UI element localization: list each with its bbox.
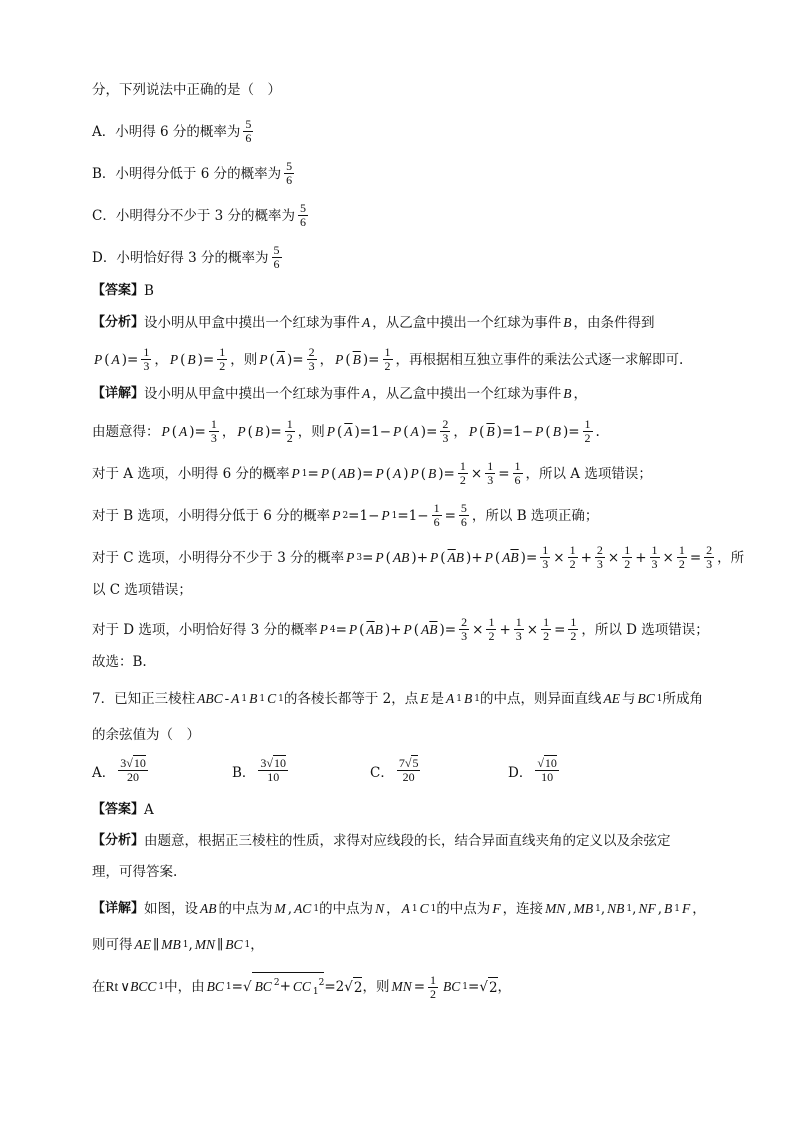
q7-option-b: B． $\frac{3√10}{10}$ [232,756,287,784]
q7-option-a: A． $\frac{3√10}{20}$ [92,756,146,784]
q7-analysis-line-1: 【分析】 由题意，根据正三棱柱的性质，求得对应线段的长，结合异面直线夹角的定义以及余弦定 [92,833,671,849]
q6-option-b-analysis: 对于 B 选项，小明得分低于 6 分的概率 P 2 =1− P 1 =1− $\frac{1}{6}$ = $\frac{5}{6}$ ，所以 B 选项正确； [92,501,599,529]
q7-stem-line-2: 的余弦值为（ ） [92,727,200,743]
q6-detail-line-1: 【详解】 设小明从甲盒中摸出一个红球为事件 A ，从乙盒中摸出一个红球为事件 B ， [92,386,588,402]
q6-option-d-analysis: 对于 D 选项，小明恰好得 3 分的概率 P 4 = P ( $\overline{A}B$ )+ P ( $A\overline{B}$ )= $\frac{2}{3}$ × $\frac{1}{2}$ + $\frac{1}{3}$ × $\frac{1}{2}$ = $\frac{1}{2}$ ，所以 D 选项错误； [92,615,709,643]
q7-answer: 【答案】 A [92,802,154,818]
q6-option-b: B．小明得分低于 6 分的概率为 $\frac{5}{6}$ [92,159,293,187]
q7-detail-line-2: 则可得 AE ∥ MB 1 , MN ∥ BC 1 ， [92,937,264,953]
q6-option-c-analysis: 对于 C 选项，小明得分不少于 3 分的概率 P 3 = P ( AB )+ P ( $\overline{A}B$ )+ P ( $A\overline{B}$ )= $\frac{1}{3}$ × $\frac{1}{2}$ + $\frac{2}{3}$ × $\frac{1}{2}$ + $\frac{1}{3}$ × $\frac{1}{2}$ = $\frac{2}{3}$ ，所 [92,543,745,571]
q7-stem-line-1: 7．已知正三棱柱 ABC - A 1 B 1 C 1 的各棱长都等于 2，点 E 是 A 1 B 1 的中点，则异面直线 AE 与 BC 1 所成角 [92,691,703,707]
q6-choose: 故选：B. [92,654,147,670]
q7-detail-line-3: 在 Rt ∨BCC 1 中，由 BC 1 =√ BC $^2$+ CC $_1^2$ =2√ 2 ，则 MN = $\frac{1}{2}$ BC 1 =√ 2 ， [92,972,512,1001]
q6-option-c: C．小明得分不少于 3 分的概率为 $\frac{5}{6}$ [92,201,307,229]
q6-analysis-line-1: 【分析】 设小明从甲盒中摸出一个红球为事件 A ，从乙盒中摸出一个红球为事件 B ，由条件得到 [92,315,655,331]
q7-analysis-line-2: 理，可得答案. [92,864,178,880]
q6-option-c-analysis-2: 以 C 选项错误； [92,582,192,598]
q7-detail-line-1: 【详解】 如图，设 AB 的中点为 M , AC 1 的中点为 N ， A 1 C 1 的中点为 F ，连接 MN , MB 1 , NB 1 , NF , B 1 F ， [92,901,706,917]
q6-detail-line-2: 由题意得： P ( A )= $\frac{1}{3}$ ， P ( B )= $\frac{1}{2}$ ，则 P ( $\overline{A}$ )=1− P ( A )= $\frac{2}{3}$ ， P ( $\overline{B}$ )=1− P ( B )= $\frac{1}{2}$ . [92,417,600,445]
q6-option-a: A．小明得 6 分的概率为 $\frac{5}{6}$ [92,117,252,145]
q6-analysis-line-2: P ( A )= $\frac{1}{3}$ ， P ( B )= $\frac{1}{2}$ ，则 P ( $\overline{A}$ )= $\frac{2}{3}$ ， P ( $\overline{B}$ )= $\frac{1}{2}$ ，再根据相互独立事件的乘法公式逐一求解即可. [94,345,684,373]
q7-option-c: C． $\frac{7√5}{20}$ [370,756,419,784]
q7-option-d: D． $\frac{√10}{10}$ [508,756,557,784]
q6-option-d: D．小明恰好得 3 分的概率为 $\frac{5}{6}$ [92,243,280,271]
q6-option-a-analysis: 对于 A 选项，小明得 6 分的概率 P 1 = P ( AB )= P ( A ) P ( B )= $\frac{1}{2}$ × $\frac{1}{3}$ = $\frac{1}{6}$ ，所以 A 选项错误； [92,459,652,487]
q6-stem-tail: 分，下列说法中正确的是（ ） [92,82,281,98]
q6-answer: 【答案】 B [92,283,154,299]
